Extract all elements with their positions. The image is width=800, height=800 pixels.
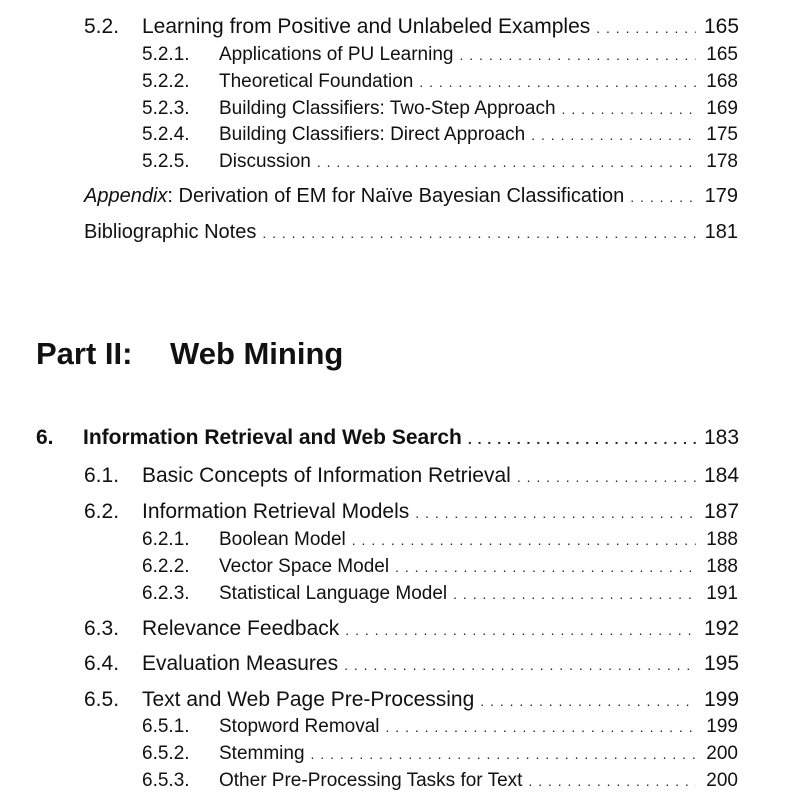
subsection-title: Statistical Language Model [219,583,448,604]
section-number: 6.2. [84,500,120,523]
page-number: 178 [706,151,738,172]
toc-entry-5-2-1 [142,45,738,64]
section-title: Learning from Positive and Unlabeled Examples [142,15,591,38]
subsection-title: Building Classifiers: Two-Step Approach [219,98,556,119]
section-title: Evaluation Measures [142,652,339,675]
subsection-title: Stemming [219,743,305,764]
dot-leader [528,774,696,788]
page-number: 200 [706,743,738,764]
section-number: 6.4. [84,652,120,675]
toc-entry-6-2-3 [142,584,738,603]
subsection-title: Boolean Model [219,529,346,550]
toc-entry-chapter-6 [36,427,738,448]
part-label: Part II: [36,336,133,371]
toc-entry-6-3 [84,618,738,639]
toc-entry-6-5-1 [142,717,738,736]
dot-leader [415,506,696,520]
page-number: 179 [704,185,738,207]
toc-entry-6-2 [84,501,738,522]
toc-entry-5-2-3 [142,99,738,118]
page-number: 165 [706,44,738,65]
subsection-title: Stopword Removal [219,716,380,737]
section-title: Relevance Feedback [142,617,340,640]
page-number: 165 [704,15,740,38]
subsection-title: Building Classifiers: Direct Approach [219,124,526,145]
subsection-number: 6.2.2. [142,556,190,577]
chapter-title: Information Retrieval and Web Search [83,426,462,449]
toc-entry-6-1 [84,465,738,486]
page-number: 181 [704,221,738,243]
page-number: 199 [706,716,738,737]
part-heading [36,336,343,372]
bibliographic-notes-title: Bibliographic Notes [84,221,257,243]
toc-entry-6-2-2 [142,557,738,576]
appendix-label: Appendix [84,185,168,207]
page-number: 199 [704,688,740,711]
section-number: 5.2. [84,15,120,38]
page-number: 188 [706,556,738,577]
subsection-title: Other Pre-Processing Tasks for Text [219,770,523,791]
page-number: 192 [704,617,740,640]
appendix-title-wrapper [84,186,624,206]
dot-leader [317,155,696,169]
dot-leader [468,432,696,446]
subsection-number: 5.2.2. [142,71,190,92]
toc-entry-5-2-2 [142,72,738,91]
dot-leader [344,658,696,672]
toc-entry-5-2 [84,16,738,37]
page-number: 200 [706,770,738,791]
dot-leader [596,21,696,35]
section-title: Basic Concepts of Information Retrieval [142,464,511,487]
toc-entry-appendix [84,186,738,206]
dot-leader [480,694,696,708]
subsection-title: Applications of PU Learning [219,44,454,65]
toc-entry-5-2-4 [142,125,738,144]
subsection-title: Discussion [219,151,311,172]
dot-leader [311,747,696,761]
toc-entry-6-5 [84,689,738,710]
part-title: Web Mining [170,336,344,371]
page-number: 195 [704,652,740,675]
subsection-number: 5.2.5. [142,151,190,172]
subsection-number: 5.2.4. [142,124,190,145]
dot-leader [459,48,696,62]
subsection-number: 6.2.3. [142,583,190,604]
page-number: 188 [706,529,738,550]
page-number: 187 [704,500,740,523]
section-title: Text and Web Page Pre-Processing [142,688,475,711]
toc-entry-6-2-1 [142,530,738,549]
section-number: 6.1. [84,464,120,487]
dot-leader [453,587,696,601]
dot-leader [630,190,696,204]
subsection-title: Theoretical Foundation [219,71,414,92]
section-number: 6.3. [84,617,120,640]
subsection-number: 6.5.2. [142,743,190,764]
dot-leader [562,102,696,116]
section-number: 6.5. [84,688,120,711]
dot-leader [419,75,696,89]
dot-leader [531,128,696,142]
subsection-title: Vector Space Model [219,556,390,577]
page-number: 175 [706,124,738,145]
subsection-number: 5.2.3. [142,98,190,119]
subsection-number: 5.2.1. [142,44,190,65]
dot-leader [262,226,696,240]
page-number: 168 [706,71,738,92]
dot-leader [352,533,696,547]
subsection-number: 6.5.1. [142,716,190,737]
dot-leader [517,470,696,484]
page-number: 191 [706,583,738,604]
dot-leader [386,720,696,734]
subsection-number: 6.5.3. [142,770,190,791]
dot-leader [395,560,696,574]
toc-entry-6-4 [84,653,738,674]
page-number: 184 [704,464,740,487]
toc-entry-6-5-3 [142,771,738,790]
toc-entry-bibliographic-notes [84,222,738,242]
toc-entry-5-2-5 [142,152,738,171]
toc-entry-6-5-2 [142,744,738,763]
appendix-title: : Derivation of EM for Naïve Bayesian Classification [167,185,625,207]
page-number: 169 [706,98,738,119]
dot-leader [345,623,696,637]
chapter-number: 6. [36,426,54,449]
section-title: Information Retrieval Models [142,500,410,523]
subsection-number: 6.2.1. [142,529,190,550]
page-number: 183 [704,426,740,449]
